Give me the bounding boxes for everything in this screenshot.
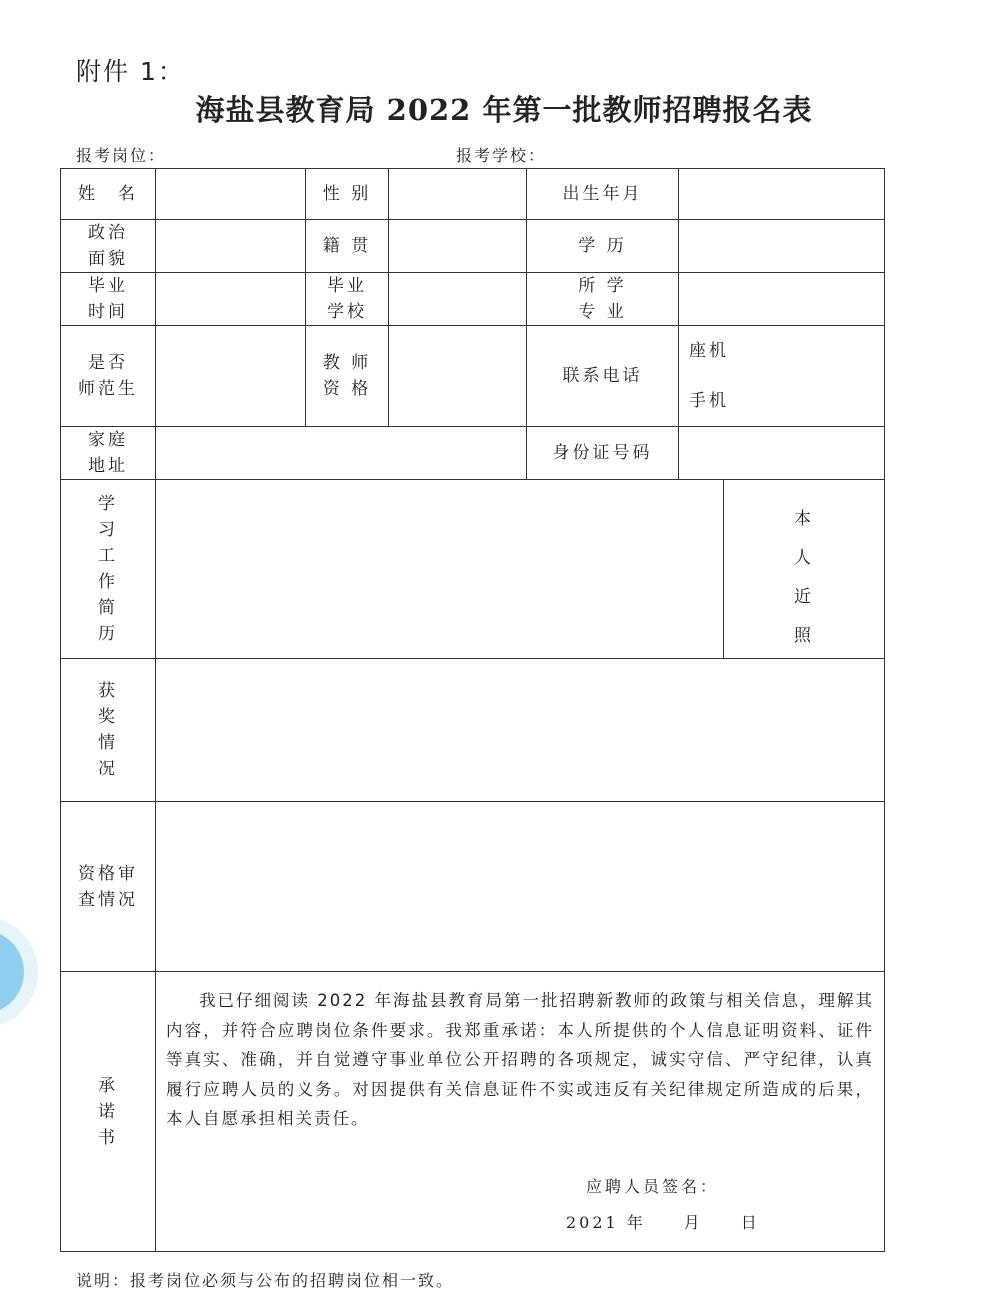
pledge-text: 我已仔细阅读 2022 年海盐县教育局第一批招聘新教师的政策与相关信息，理解其内容，并符合应聘岗位条件要求。我郑重承诺：本人所提供的个人信息证明资料、证件等真实、准确，并自觉遵守事业单位公开招聘的各项规定，诚实守信、严守纪律，认真履行应聘人员的义务。对因提供有关信息证件不实或违反有关纪律规定所造成的后果，本人自愿承担相关责任。: [166, 991, 874, 1128]
id-number-label: 身份证号码: [527, 427, 679, 480]
political-label: 政治 面貌: [61, 220, 156, 273]
position-label: 报考岗位：: [76, 146, 167, 165]
name-label: 姓 名: [61, 169, 156, 220]
qualification-review-label: 资格审 查情况: [61, 802, 156, 972]
teacher-cert-input[interactable]: [389, 326, 527, 427]
teacher-cert-label: 教 师 资 格: [306, 326, 389, 427]
resume-input[interactable]: [156, 480, 724, 659]
footnote: 说明：报考岗位必须与公布的招聘岗位相一致。: [76, 1271, 455, 1290]
gender-label: 性 别: [306, 169, 389, 220]
signature-date: 2021 年 月 日: [566, 1213, 760, 1232]
photo-placeholder[interactable]: 本 人 近 照: [724, 480, 885, 659]
awards-input[interactable]: [156, 659, 885, 802]
resume-label: 学 习 工 作 简 历: [61, 480, 156, 659]
signature-label: 应聘人员签名：: [586, 1177, 720, 1196]
normal-student-label: 是否 师范生: [61, 326, 156, 427]
name-input[interactable]: [156, 169, 306, 220]
decorative-blue-circle: [0, 930, 24, 1014]
gender-input[interactable]: [389, 169, 527, 220]
major-label: 所 学 专 业: [527, 273, 679, 326]
grad-time-label: 毕业 时间: [61, 273, 156, 326]
contact-label: 联系电话: [527, 326, 679, 427]
education-input[interactable]: [679, 220, 885, 273]
grad-school-input[interactable]: [389, 273, 527, 326]
birth-label: 出生年月: [527, 169, 679, 220]
education-label: 学 历: [527, 220, 679, 273]
attachment-label: 附件 1：: [76, 57, 185, 86]
normal-student-input[interactable]: [156, 326, 306, 427]
grad-school-label: 毕业 学校: [306, 273, 389, 326]
birth-input[interactable]: [679, 169, 885, 220]
phone-cell[interactable]: [679, 326, 885, 427]
political-input[interactable]: [156, 220, 306, 273]
major-input[interactable]: [679, 273, 885, 326]
native-label: 籍 贯: [306, 220, 389, 273]
registration-form: [60, 168, 885, 1252]
grad-time-input[interactable]: [156, 273, 306, 326]
address-input[interactable]: [156, 427, 527, 480]
landline-label: 座机: [689, 341, 729, 361]
awards-label: 获 奖 情 况: [61, 659, 156, 802]
pledge-label: 承 诺 书: [61, 972, 156, 1252]
mobile-label: 手机: [689, 391, 729, 411]
native-input[interactable]: [389, 220, 527, 273]
id-number-input[interactable]: [679, 427, 885, 480]
school-label: 报考学校：: [456, 146, 547, 165]
pledge-cell: [156, 972, 885, 1252]
address-label: 家庭 地址: [61, 427, 156, 480]
form-title: 海盐县教育局 2022 年第一批教师招聘报名表: [195, 93, 813, 127]
qualification-review-input[interactable]: [156, 802, 885, 972]
